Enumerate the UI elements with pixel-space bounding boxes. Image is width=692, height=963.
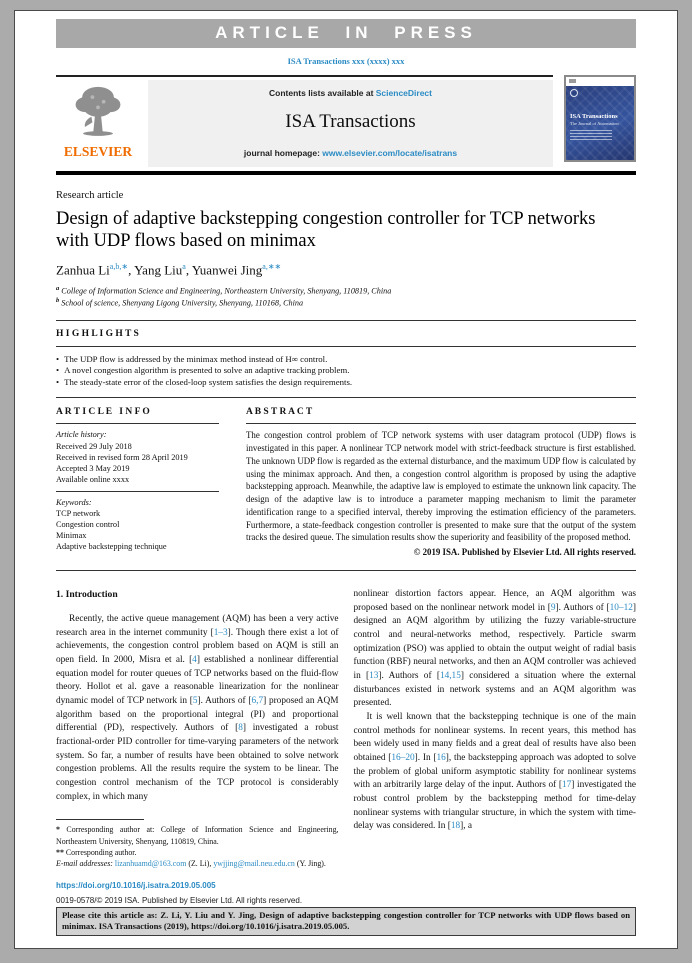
body-columns [56, 588, 636, 907]
isa-logo-icon [570, 89, 578, 97]
affiliation-line [56, 285, 636, 297]
highlights-bottom-rule [56, 397, 636, 398]
history-item: Received 29 July 2018 [56, 441, 132, 451]
article-history [56, 429, 219, 485]
keyword-item: TCP network [56, 509, 101, 519]
footnote-marker: * [56, 825, 60, 835]
affiliation-line [56, 297, 636, 309]
journal-cover-thumbnail[interactable] [564, 75, 636, 162]
article-info-rule [56, 423, 219, 424]
author-affiliation-marks: a,b,∗ [109, 261, 129, 271]
author-separator: , [185, 261, 192, 277]
cover-top-strip [566, 77, 634, 86]
masthead-main [56, 75, 553, 167]
elsevier-logo [56, 80, 140, 167]
abstract-rule [246, 423, 636, 424]
homepage-line [154, 148, 547, 158]
history-label: Article history: [56, 430, 107, 440]
journal-header-box [148, 80, 553, 167]
body-top-rule [56, 570, 636, 571]
body-paragraph: nonlinear distortion factors appear. Hence, an AQM algorithm was proposed based on the nonlinear network model in [9]. Authors of [10–12] designed an AQM algorithm by utilizing the fuzzy variable-structure control and neural-networks method, respectively. Particle swarm optimization (PSO) was applied to obtain the output weight of radial basis function (RBF) neural networks, and then an AQM controller was achieved in [13]. Authors of [14,15] considered a situation where the external disturbances existed in network systems and an AQM algorithm was presented. [353, 589, 637, 709]
abstract-text: The congestion control problem of TCP network systems with user datagram protocol (UDP) flows is investigated in this paper. A nonlinear TCP network model with strict-feedback structure is first established. The unknown UDP flow is regarded as the external disturbance, and the maximum UDP flow is calculated by using the minimax approach. And then, a congestion control algorithm is proposed by using the adaptive backstepping approach. Meanwhile, the adaptive law is employed to estimate the unknown link capacity. The design of the adaptive law is to introduce a parameter mapping mechanism to limit the parameter identification range to a specified interval, thereby improving the estimation efficiency of the parameters. Furthermore, a state-feedback congestion controller is presented to make sure that the output of the system tracks the desired queue. The simulation results show the superiority and feasibility of the proposed method. [246, 430, 636, 543]
keywords-label: Keywords: [56, 497, 92, 507]
journal-page [14, 10, 678, 949]
cover-body [566, 86, 634, 160]
highlights-heading-rule [56, 346, 636, 347]
citation-ref[interactable]: 16–20 [391, 752, 415, 763]
info-abstract-section [56, 407, 636, 557]
citation-notice-box: Please cite this article as: Z. Li, Y. Liu and Y. Jing, Design of adaptive backstepping congestion controller for TCP networks with UDP flows based on minimax. ISA Transactions (2019), https://doi.org/10.1016/j.isatra.2019.05.005. [56, 907, 636, 936]
footnote-text: Corresponding author. [63, 847, 137, 857]
cover-title: ISA Transactions [570, 113, 618, 120]
footnote-marker: ** [56, 847, 64, 857]
footnotes [56, 824, 339, 869]
article-info-heading: A R T I C L E I N F O [56, 407, 150, 418]
contents-prefix: Contents lists available at [269, 88, 376, 98]
article-in-press-banner [56, 19, 636, 48]
citation-ref[interactable]: 5 [192, 696, 198, 707]
highlight-item: • A novel congestion algorithm is presented to solve an adaptive tracking problem. [56, 365, 636, 377]
doi-link[interactable]: https://doi.org/10.1016/j.isatra.2019.05.005 [56, 881, 216, 891]
citation-ref[interactable]: 10–12 [609, 602, 633, 613]
banner-text: ARTICLE IN PRESS [215, 23, 477, 42]
keywords-block [56, 497, 219, 553]
right-column [354, 588, 637, 907]
footnote-text: Corresponding author at: College of Information Science and Engineering, Northeastern University, Shenyang, 110819, China. [56, 825, 339, 846]
article-type-label: Research article [56, 190, 124, 201]
contents-line [154, 88, 547, 98]
affiliation-text: College of Information Science and Engineering, Northeastern University, Shenyang, 110819, China [59, 286, 392, 296]
citation-ref[interactable]: 14,15 [439, 670, 461, 681]
citation-ref[interactable]: 6,7 [251, 696, 264, 707]
homepage-link[interactable]: www.elsevier.com/locate/isatrans [322, 148, 458, 158]
citation-ref[interactable]: 9 [550, 602, 556, 613]
abstract-column [246, 407, 636, 557]
history-item: Received in revised form 28 April 2019 [56, 452, 188, 462]
author-affiliation-marks: a,∗∗ [262, 261, 282, 271]
highlights-list [56, 354, 636, 389]
masthead [56, 75, 636, 167]
email-link[interactable]: ywjjing@mail.neu.edu.cn [213, 858, 295, 868]
author-name[interactable]: Yang Liu [134, 261, 183, 277]
homepage-prefix: journal homepage: [243, 148, 323, 158]
author-name[interactable]: Zanhua Li [56, 261, 110, 277]
keyword-item: Congestion control [56, 520, 120, 530]
left-column [56, 588, 339, 907]
sciencedirect-link[interactable]: ScienceDirect [375, 88, 432, 98]
masthead-divider [56, 171, 636, 175]
abstract-heading: A B S T R A C T [246, 407, 313, 418]
citation-ref[interactable]: 16 [436, 752, 446, 763]
affiliation-mark: b [56, 296, 60, 304]
affiliation-text: School of science, Shenyang Ligong University, Shenyang, 110168, China [59, 298, 304, 308]
affiliations [56, 285, 636, 309]
copyright-line: © 2019 ISA. Published by Elsevier Ltd. All rights reserved. [413, 547, 636, 558]
citation-ref[interactable]: 1–3 [213, 627, 228, 638]
keyword-item: Minimax [56, 531, 87, 541]
cover-subtitle: The Journal of Automation [570, 121, 619, 127]
citation-ref[interactable]: 4 [192, 655, 197, 666]
footnote-corresponding-1 [56, 824, 339, 846]
citation-ref[interactable]: 18 [450, 821, 461, 832]
highlight-item: • The steady-state error of the closed-loop system satisfies the design requirements. [56, 377, 636, 389]
doi-line [56, 880, 339, 892]
journal-title: ISA Transactions [285, 111, 416, 132]
elsevier-tree-icon [70, 83, 126, 143]
keyword-item: Adaptive backstepping technique [56, 542, 167, 552]
author-separator: , [128, 261, 135, 277]
footnote-rule [56, 819, 144, 820]
email-label: E-mail addresses: [56, 858, 113, 868]
history-item: Available online xxxx [56, 474, 130, 484]
article-info-column [56, 407, 219, 557]
citation-ref[interactable]: 8 [238, 723, 243, 734]
history-item: Accepted 3 May 2019 [56, 463, 130, 473]
highlight-item: • The UDP flow is addressed by the minimax method instead of H∞ control. [56, 354, 636, 366]
journal-reference-line[interactable]: ISA Transactions xxx (xxxx) xxx [287, 56, 405, 66]
highlights-heading: H I G H L I G H T S [56, 328, 139, 339]
issn-copyright-line: 0019-0578/© 2019 ISA. Published by Elsevier Ltd. All rights reserved. [56, 895, 303, 905]
elsevier-wordmark: ELSEVIER [63, 144, 133, 159]
email-suffix: (Y. Jing). [294, 858, 326, 868]
page-title: Design of adaptive backstepping congestion controller for TCP networks with UDP flows based on minimax [56, 209, 596, 251]
email-suffix: (Z. Li), [186, 858, 214, 868]
author-affiliation-marks: a [182, 261, 186, 271]
citation-ref[interactable]: 13 [369, 670, 379, 681]
highlights-top-rule [56, 320, 636, 321]
citation-ref[interactable]: 17 [561, 780, 572, 791]
author-name[interactable]: Yuanwei Jing [191, 261, 263, 277]
footnote-corresponding-2 [56, 847, 339, 858]
keywords-rule [56, 491, 219, 492]
body-paragraph: It is well known that the backstepping technique is one of the main control methods for nonlinear systems. In recent years, this method has been widely used in many fields and a great deal of results have also been obtained [16–20]. In [16], the backstepping approach was adopted to solve the problem of global uniform asymptotic stability for nonlinear systems with an arbitrarily large delay of the input. Authors of [17] investigated the robust control problem by the backstepping method for time-delay nonlinear systems with triangular structure, in which the system with time-delay was considered. In [18], a [353, 711, 636, 832]
footnote-emails [56, 858, 339, 869]
author-line [56, 262, 636, 278]
intro-paragraph: Recently, the active queue management (AQM) has been a very active research area in the internet community [1–3]. Though there exist a lot of achievements, the congestion control problem based on AQM is still an open field. In 2000, Misra et al. [4] established a nonlinear differential equation model for router queues of TCP networks based on the fluid-flow theory. Hollot et al. gave a reasonable linearization for the nonlinear dynamic model of TCP network in [5]. Authors of [6,7] proposed an AQM algorithm based on the proportional integral (PI) and proportional differential (PD), respectively. Authors of [8] investigated a robust fractional-order PID controller for time-varying parameters of the network system. So far, a number of results have been obtained to solve network congestion problems. All the results require the system to be linear. The congestion control mechanism of the TCP protocol is considerably complex, in which many [56, 614, 339, 802]
affiliation-mark: a [56, 284, 60, 292]
cover-decorative-lines [570, 130, 630, 140]
section-heading-introduction: 1. Introduction [56, 589, 118, 601]
email-link[interactable]: lizanhuamd@163.com [114, 858, 187, 868]
